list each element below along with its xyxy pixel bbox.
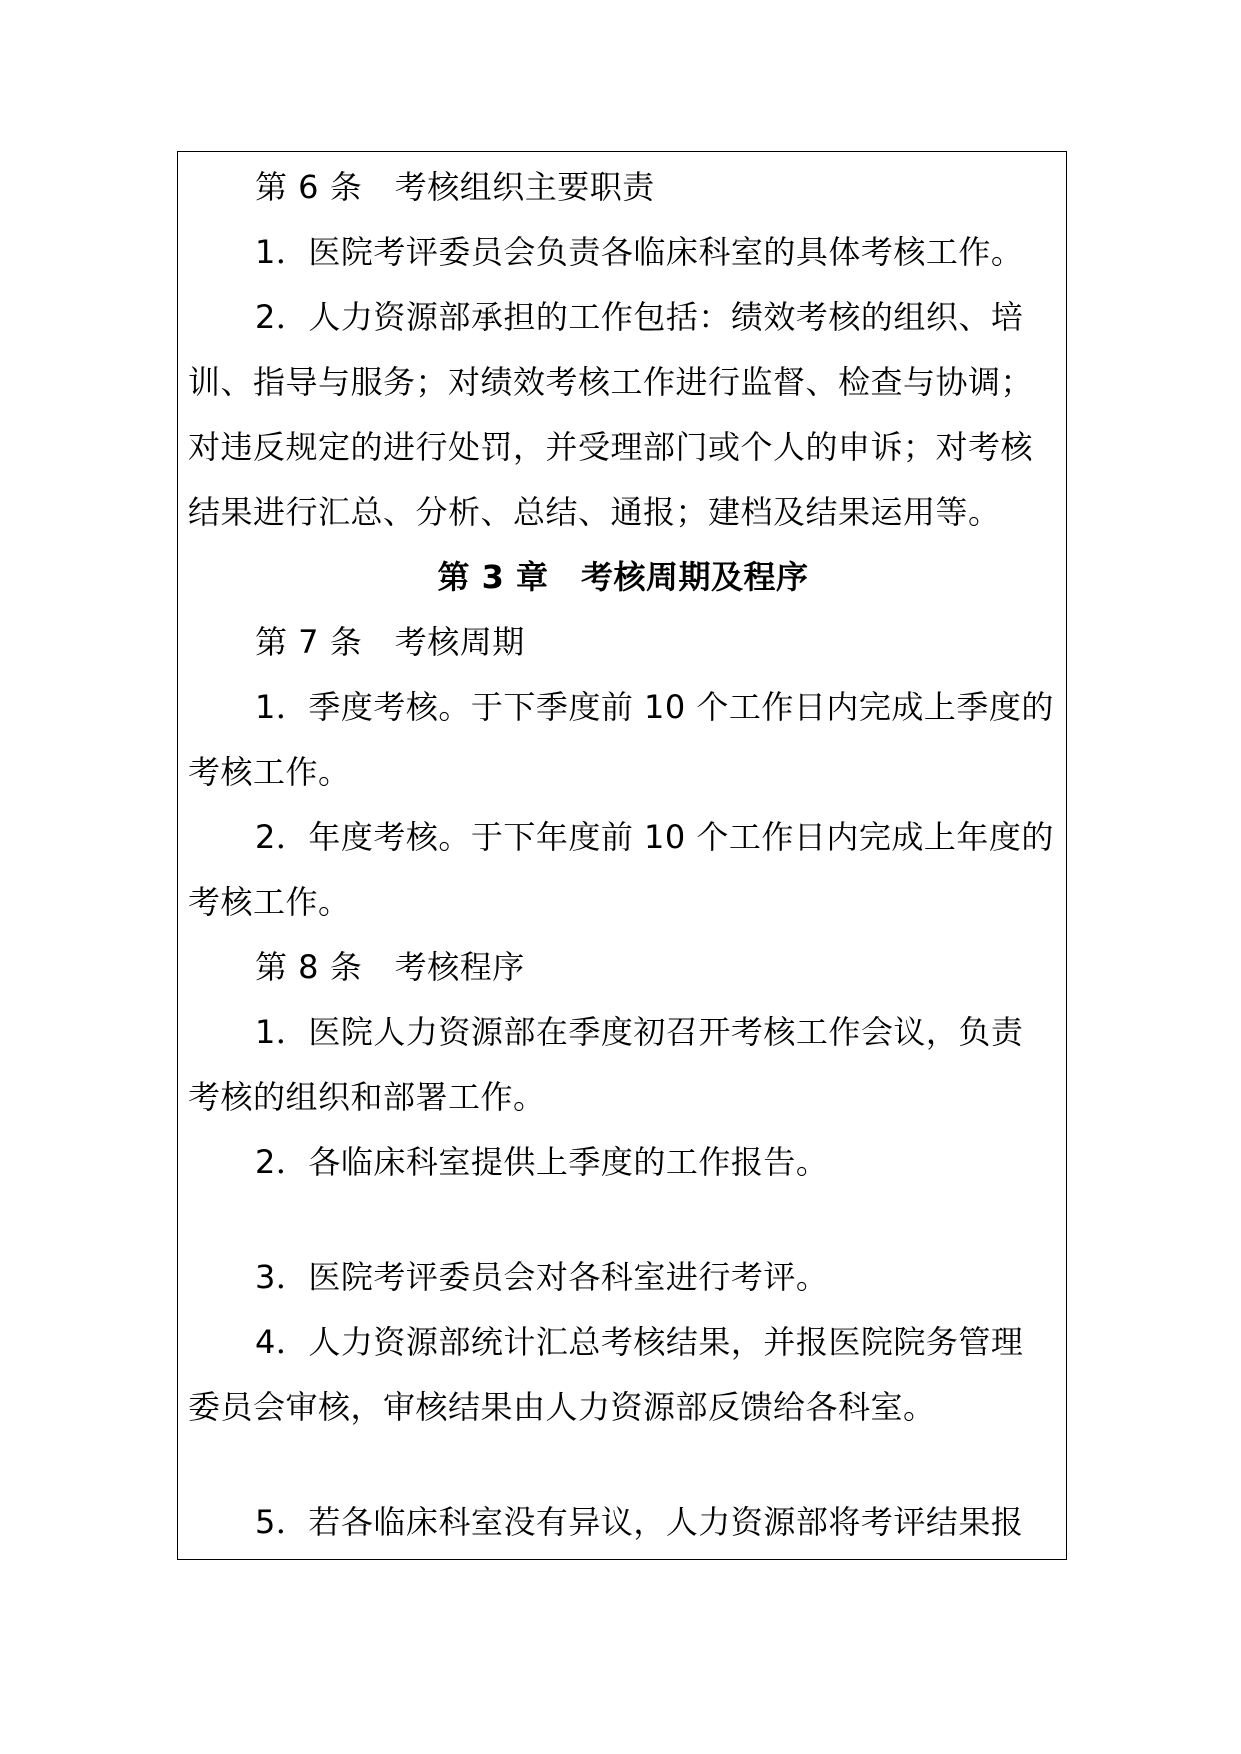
article-8-item-3: 3．医院考评委员会对各科室进行考评。 — [255, 1258, 829, 1296]
article-7-item-2-line-1: 2．年度考核。于下年度前 10 个工作日内完成上年度的 — [255, 818, 1054, 856]
article-6-item-2-line-3: 对违反规定的进行处罚，并受理部门或个人的申诉；对考核 — [188, 428, 1034, 466]
article-6-item-2-line-1: 2．人力资源部承担的工作包括：绩效考核的组织、培 — [255, 298, 1024, 336]
article-6-item-2-line-2: 训、指导与服务；对绩效考核工作进行监督、检查与协调； — [188, 363, 1034, 401]
article-7-item-2-line-2: 考核工作。 — [188, 883, 351, 921]
article-8-item-1-line-1: 1．医院人力资源部在季度初召开考核工作会议，负责 — [255, 1013, 1024, 1051]
article-8-item-2: 2．各临床科室提供上季度的工作报告。 — [255, 1143, 829, 1181]
article-8-heading: 第 8 条 考核程序 — [255, 948, 525, 986]
chapter-3-heading: 第 3 章 考核周期及程序 — [437, 558, 809, 596]
article-6-heading: 第 6 条 考核组织主要职责 — [255, 168, 655, 206]
article-6-item-1: 1．医院考评委员会负责各临床科室的具体考核工作。 — [255, 233, 1024, 271]
article-8-item-4-line-2: 委员会审核，审核结果由人力资源部反馈给各科室。 — [188, 1388, 936, 1426]
article-8-item-1-line-2: 考核的组织和部署工作。 — [188, 1078, 546, 1116]
article-8-item-4-line-1: 4．人力资源部统计汇总考核结果，并报医院院务管理 — [255, 1323, 1024, 1361]
article-6-item-2-line-4: 结果进行汇总、分析、总结、通报；建档及结果运用等。 — [188, 493, 1001, 531]
article-7-item-1-line-1: 1．季度考核。于下季度前 10 个工作日内完成上季度的 — [255, 688, 1054, 726]
article-7-heading: 第 7 条 考核周期 — [255, 623, 525, 661]
article-7-item-1-line-2: 考核工作。 — [188, 753, 351, 791]
article-8-item-5-line-1: 5．若各临床科室没有异议，人力资源部将考评结果报 — [255, 1503, 1024, 1541]
